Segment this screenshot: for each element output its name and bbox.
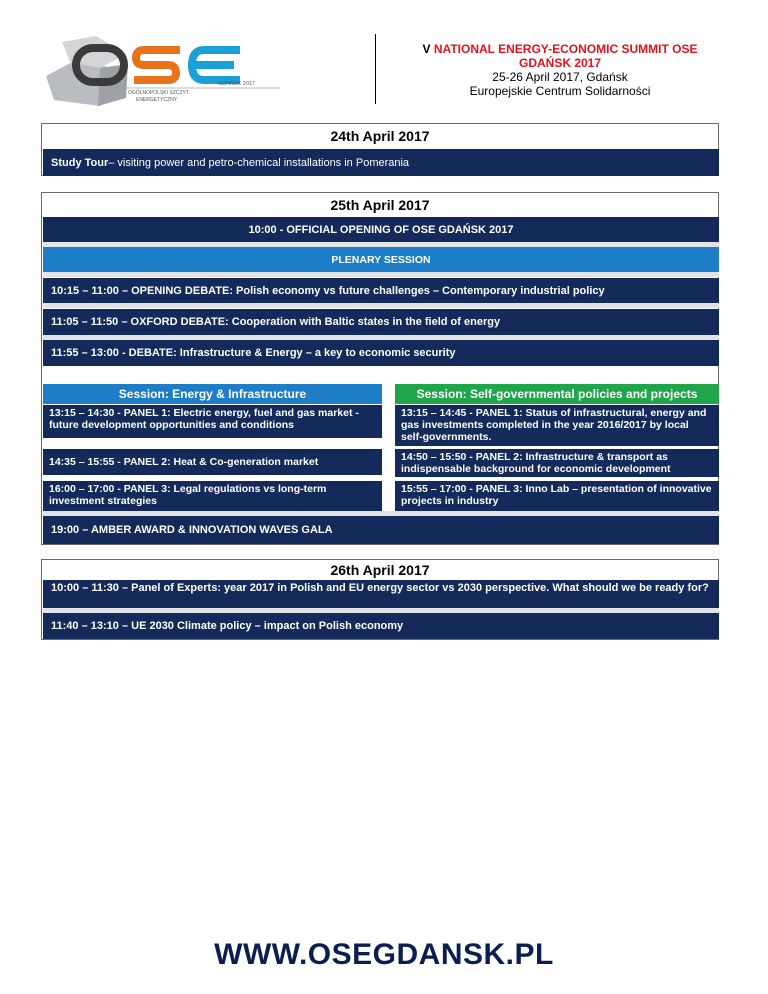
logo-tagline-1: OGÓLNOPOLSKI SZCZYT [128, 90, 189, 96]
day-26-april-section [41, 559, 719, 640]
event-title: NATIONAL ENERGY-ECONOMIC SUMMIT OSE [433, 42, 698, 56]
session-energy-infrastructure-header: Session: Energy & Infrastructure [43, 384, 382, 404]
event-title-line2: GDAŃSK 2017 [518, 56, 602, 70]
left-panel-3: 16:00 – 17:00 - PANEL 3: Legal regulations vs long-term investment strategies [43, 481, 382, 511]
day-title: 25th April 2017 [330, 197, 430, 213]
right-panel-1: 13:15 – 14:45 - PANEL 1: Status of infrastructural, energy and gas investments completed in the year 2016/2017 by local self-governments. [395, 405, 719, 446]
logo-tagline-2: ENERGETYCZNY [136, 97, 178, 103]
climate-policy-row: 11:40 – 13:10 – UE 2030 Climate policy – impact on Polish economy [43, 613, 719, 639]
day-title: 26th April 2017 [330, 562, 430, 578]
day-title: 24th April 2017 [330, 128, 430, 144]
ose-logo-graphic [40, 28, 290, 110]
ose-logo [40, 28, 290, 110]
event-dates: 25-26 April 2017, Gdańsk [492, 70, 628, 84]
debate-row: 10:15 – 11:00 – OPENING DEBATE: Polish economy vs future challenges – Contemporary industrial policy [43, 278, 719, 303]
study-tour-row [43, 149, 719, 176]
header-divider [375, 34, 376, 104]
edition-prefix: V [422, 42, 431, 56]
debate-row: 11:05 – 11:50 – OXFORD DEBATE: Cooperation with Baltic states in the field of energy [43, 309, 719, 335]
gala-row: 19:00 – AMBER AWARD & INNOVATION WAVES GALA [43, 516, 719, 544]
left-panel-2: 14:35 – 15:55 - PANEL 2: Heat & Co-generation market [43, 449, 382, 475]
event-title-line1 [380, 42, 740, 56]
right-panel-3: 15:55 – 17:00 - PANEL 3: Inno Lab – presentation of innovative projects in industry [395, 481, 719, 511]
debate-row: 11:55 – 13:00 - DEBATE: Infrastructure & Energy – a key to economic security [43, 340, 719, 366]
day-24-april-section [41, 123, 719, 176]
study-tour-text: – visiting power and petro-chemical installations in Pomerania [108, 156, 410, 169]
event-venue: Europejskie Centrum Solidarności [469, 84, 651, 98]
website-url[interactable]: WWW.OSEGDANSK.PL [214, 938, 554, 971]
experts-panel-row: 10:00 – 11:30 – Panel of Experts: year 2017 in Polish and EU energy sector vs 2030 perspective. What should we be ready for? [43, 580, 719, 608]
official-opening-row: 10:00 - OFFICIAL OPENING OF OSE GDAŃSK 2017 [43, 217, 719, 242]
event-header [380, 42, 740, 98]
right-panel-2: 14:50 – 15:50 - PANEL 2: Infrastructure & transport as indispensable background for economic development [395, 449, 719, 477]
row-separator [43, 303, 719, 308]
plenary-session-row: PLENARY SESSION [43, 247, 719, 272]
day-25-april-section [41, 192, 719, 545]
row-separator [43, 272, 719, 277]
logo-city-year: GDAŃSK 2017 [218, 81, 255, 87]
left-panel-1: 13:15 – 14:30 - PANEL 1: Electric energy, fuel and gas market - future development opportunities and conditions [43, 405, 382, 438]
study-tour-label: Study Tour [51, 156, 109, 169]
session-self-governmental-header: Session: Self-governmental policies and projects [395, 384, 719, 404]
